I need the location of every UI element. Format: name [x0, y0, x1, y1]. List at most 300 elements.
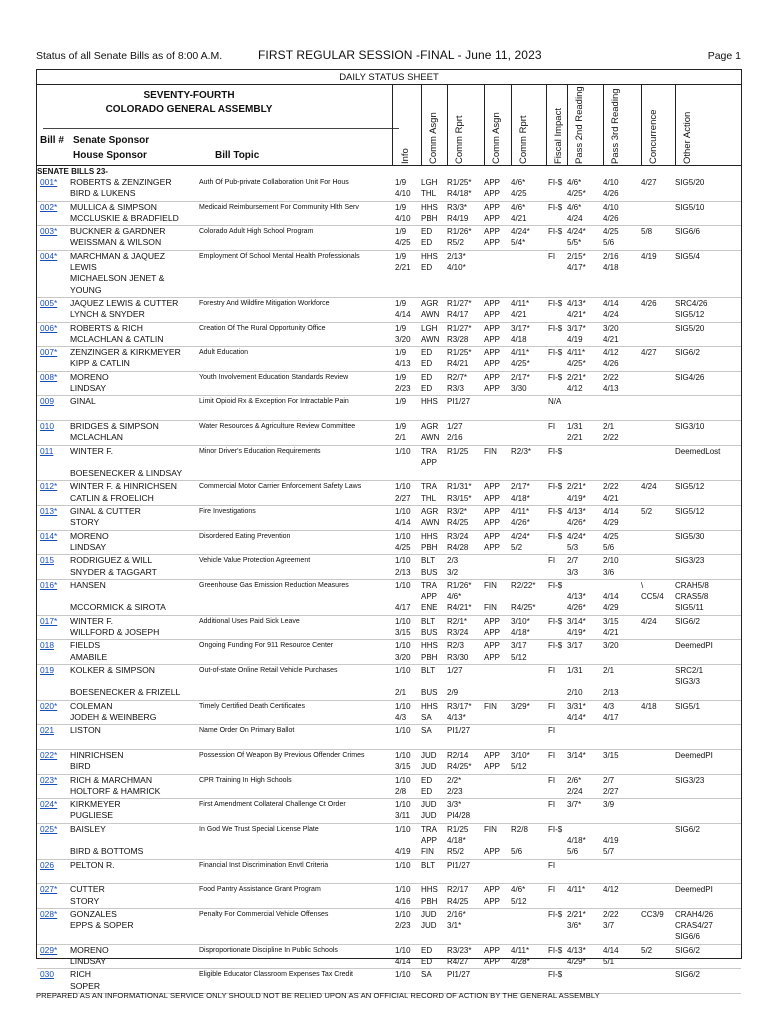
bill-number-link[interactable]: 011	[40, 445, 54, 456]
bill-number-cell	[40, 372, 70, 383]
column-header-label: Comm Rprt	[454, 115, 465, 164]
bill-number-link[interactable]: 001*	[40, 177, 58, 187]
comm-asgn-2-value: APP	[484, 507, 501, 517]
comm-rprt-2-value: 4/21	[511, 310, 527, 320]
fiscal-impact-value: FI-$	[548, 348, 563, 358]
comm-rprt-2-value: 5/2	[511, 542, 523, 552]
sponsor-name: GINAL & CUTTER	[70, 506, 141, 517]
pass-2nd-cell	[567, 323, 601, 346]
comm-asgn-1-value: APP	[421, 836, 438, 846]
comm-rprt-1-value: R1/25	[447, 446, 469, 456]
comm-asgn-2-value: APP	[484, 227, 501, 237]
sponsor-name: WEISSMAN & WILSON	[70, 237, 162, 248]
bill-number-link[interactable]: 004*	[40, 250, 58, 261]
comm-rprt-1-cell	[447, 226, 483, 249]
comm-asgn-2-value: APP	[484, 189, 501, 199]
comm-asgn-1-value: TRA	[421, 580, 437, 590]
bill-number-link[interactable]: 027*	[40, 884, 58, 895]
comm-asgn-1-cell	[421, 945, 449, 968]
bill-number-link[interactable]: 021	[40, 725, 54, 736]
other-action-value: DeemedPI	[675, 885, 713, 895]
comm-asgn-1-value: ED	[421, 945, 433, 955]
comm-asgn-1-cell	[421, 640, 449, 663]
pass-3rd-cell	[603, 347, 641, 370]
comm-rprt-2-value: 4/24*	[511, 227, 530, 237]
bill-number-link[interactable]: 024*	[40, 799, 58, 810]
comm-asgn-1-cell	[421, 531, 449, 554]
comm-asgn-2-cell	[484, 945, 510, 968]
comm-rprt-2-value: 5/12	[511, 652, 527, 662]
pass-2nd-value: 4/29*	[567, 957, 586, 966]
other-action-value: SIG5/10	[675, 202, 705, 212]
fiscal-impact-value: FI-$	[548, 227, 563, 237]
bill-topic: Out-of-state Online Retail Vehicle Purchases	[199, 666, 338, 674]
pass-2nd-cell	[567, 177, 601, 200]
comm-rprt-1-value: R4/21	[447, 359, 469, 369]
rotated-column-header	[513, 84, 535, 164]
page-number: Page 1	[707, 50, 741, 62]
fiscal-impact-cell	[548, 251, 568, 262]
pass-3rd-value: 2/27	[603, 786, 619, 796]
concurrence-cell	[641, 909, 677, 920]
pass-3rd-value: 2/1	[603, 665, 615, 675]
concurrence-cell	[641, 945, 677, 956]
pass-3rd-value: 3/20	[603, 641, 619, 651]
pass-2nd-cell	[567, 775, 601, 798]
comm-asgn-1-cell	[421, 251, 449, 274]
comm-rprt-1-value: PI1/27	[447, 860, 471, 870]
sponsor-name: KIRKMEYER	[70, 799, 121, 810]
comm-rprt-2-value: 5/4*	[511, 238, 526, 248]
comm-asgn-2-value: APP	[484, 348, 501, 358]
sponsor-name: ZENZINGER & KIRKMEYER	[70, 347, 181, 358]
sponsor-name: RODRIGUEZ & WILL	[70, 555, 153, 566]
table-row	[37, 421, 741, 446]
bill-number-link[interactable]: 028*	[40, 908, 58, 919]
comm-asgn-1-cell	[421, 481, 449, 504]
bill-number-link[interactable]: 012*	[40, 481, 58, 492]
comm-rprt-1-value: 3/1*	[447, 921, 462, 931]
other-action-cell	[675, 506, 739, 517]
comm-rprt-1-value: R4/25	[447, 896, 469, 906]
concurrence-value: 4/24	[641, 616, 657, 626]
pass-2nd-value: 4/24	[567, 213, 583, 223]
comm-asgn-2-value: APP	[484, 202, 501, 212]
comm-rprt-1-cell	[447, 323, 483, 346]
bill-number-link[interactable]: 030	[40, 969, 54, 980]
sponsor-name: MORENO	[70, 530, 109, 541]
pass-3rd-value: 4/29	[603, 603, 619, 613]
pass-2nd-value: 4/19	[567, 334, 583, 344]
comm-asgn-2-value: APP	[484, 323, 501, 333]
other-action-value: SIG5/12	[675, 482, 705, 492]
comm-asgn-1-value: AWN	[421, 334, 440, 344]
comm-asgn-2-cell	[484, 750, 510, 773]
comm-asgn-2-value: APP	[484, 298, 501, 308]
info-cell	[395, 396, 419, 407]
comm-asgn-2-value: APP	[484, 213, 501, 223]
comm-asgn-2-value: FIN	[484, 603, 497, 613]
other-action-value: SIG3/10	[675, 421, 705, 431]
bill-number-link[interactable]: 006*	[40, 322, 58, 333]
bill-number-link[interactable]: 018	[40, 640, 54, 651]
bill-number-link[interactable]: 007*	[40, 347, 58, 358]
comm-asgn-2-value: APP	[484, 531, 501, 541]
divider	[37, 165, 741, 166]
bill-number-link[interactable]: 015	[40, 555, 54, 566]
info-value: 1/10	[395, 945, 411, 955]
info-value: 1/10	[395, 556, 411, 566]
fiscal-impact-value: FI-$	[548, 945, 563, 955]
bill-number-link[interactable]: 013*	[40, 506, 58, 517]
sponsors-cell	[70, 372, 198, 395]
fiscal-impact-cell	[548, 799, 568, 810]
info-value: 4/16	[395, 896, 411, 906]
comm-rprt-2-value: 4/11*	[511, 945, 530, 955]
other-action-value: SIG6/2	[675, 616, 700, 626]
pass-3rd-cell	[603, 884, 641, 895]
pass-2nd-value: 4/19*	[567, 627, 586, 637]
comm-asgn-1-value: AWN	[421, 310, 440, 320]
pass-2nd-cell	[567, 421, 601, 444]
comm-asgn-1-value: TRA	[421, 824, 437, 834]
comm-rprt-2-value: 3/17*	[511, 323, 530, 333]
session-title: FIRST REGULAR SESSION -FINAL - June 11, 2023	[258, 48, 542, 62]
comm-rprt-1-cell	[447, 506, 483, 529]
table-row	[37, 555, 741, 580]
pass-3rd-value: 4/13	[603, 384, 619, 394]
fiscal-impact-cell	[548, 725, 568, 736]
comm-asgn-2-value: FIN	[484, 701, 497, 711]
table-row	[37, 580, 741, 616]
other-action-cell	[675, 775, 739, 786]
comm-asgn-1-value: ED	[421, 775, 433, 785]
status-date-label: Status of all Senate Bills as of 8:00 A.M.	[36, 50, 223, 62]
info-value: 2/21	[395, 263, 411, 273]
sponsor-name: LINDSAY	[70, 383, 107, 394]
bill-topic: Additional Uses Paid Sick Leave	[199, 617, 300, 625]
pass-3rd-value: 2/1	[603, 421, 615, 431]
pass-3rd-value: 2/10	[603, 556, 619, 566]
sponsors-cell	[70, 775, 198, 798]
sponsor-name: PUGLIESE	[70, 810, 113, 821]
comm-asgn-1-value: BLT	[421, 556, 436, 566]
bill-number-link[interactable]: 008*	[40, 371, 58, 382]
bill-number-link[interactable]: 009	[40, 396, 54, 407]
info-value: 4/13	[395, 359, 411, 369]
sponsor-name: BIRD & LUKENS	[70, 188, 136, 199]
comm-asgn-2-value: APP	[484, 334, 501, 344]
bill-number-link[interactable]: 016*	[40, 579, 58, 590]
divider	[511, 84, 512, 165]
column-header-label: Pass 2nd Reading	[574, 86, 585, 164]
bill-number-cell	[40, 396, 70, 407]
comm-rprt-1-cell	[447, 945, 483, 968]
pass-2nd-cell	[567, 202, 601, 225]
pass-2nd-value	[567, 676, 601, 687]
pass-2nd-value: 4/13*	[567, 298, 586, 308]
sponsor-name: STORY	[70, 517, 100, 528]
pass-2nd-cell	[567, 616, 601, 639]
column-header-label: Concurrence	[648, 109, 659, 164]
comm-rprt-2-value: R2/3*	[511, 446, 532, 456]
fiscal-impact-cell	[548, 945, 568, 956]
rotated-column-header	[677, 84, 699, 164]
info-value: 2/8	[395, 786, 407, 796]
sponsor-name: HINRICHSEN	[70, 749, 124, 760]
pass-3rd-cell	[603, 323, 641, 346]
comm-rprt-1-value: R1/25*	[447, 348, 472, 358]
comm-asgn-1-value: ED	[421, 786, 433, 796]
info-cell	[395, 226, 419, 249]
comm-asgn-2-value: APP	[484, 518, 501, 528]
other-action-cell	[675, 616, 739, 627]
comm-rprt-1-value: PI4/28	[447, 811, 471, 821]
comm-asgn-2-cell	[484, 701, 510, 712]
sponsor-name	[70, 591, 198, 602]
table-row	[37, 372, 741, 397]
concurrence-value: 4/24	[641, 482, 657, 492]
sponsor-name: BIRD & BOTTOMS	[70, 846, 144, 857]
pass-2nd-cell	[567, 750, 601, 761]
comm-asgn-1-cell	[421, 969, 449, 980]
comm-rprt-2-value: R2/8	[511, 824, 528, 834]
sponsors-cell	[70, 202, 198, 225]
info-value: 1/10	[395, 580, 411, 590]
other-action-value: SIG6/6	[675, 932, 700, 942]
pass-2nd-value: 1/31	[567, 665, 583, 675]
bill-number-cell	[40, 824, 70, 835]
comm-rprt-1-value: R2/7*	[447, 372, 468, 382]
pass-3rd-value: 4/26	[603, 213, 619, 223]
bill-number-link[interactable]: 003*	[40, 226, 58, 237]
other-action-cell	[675, 640, 739, 651]
comm-rprt-2-cell	[511, 750, 547, 773]
comm-asgn-2-value: APP	[484, 762, 501, 772]
pass-3rd-value: 4/25	[603, 531, 619, 541]
fiscal-impact-cell	[548, 580, 568, 591]
bill-number-link[interactable]: 025*	[40, 823, 58, 834]
pass-2nd-value: 2/21*	[567, 909, 586, 919]
pass-3rd-cell	[603, 580, 641, 614]
sponsors-cell	[70, 531, 198, 554]
comm-rprt-2-value: 4/18*	[511, 627, 530, 637]
table-row	[37, 701, 741, 726]
pass-2nd-value: 2/7	[567, 556, 579, 566]
comm-asgn-2-value: APP	[484, 542, 501, 552]
bill-number-link[interactable]: 014*	[40, 530, 58, 541]
comm-rprt-2-value: 4/21	[511, 213, 527, 223]
bill-number-link[interactable]: 026	[40, 859, 54, 870]
bill-number-link[interactable]: 019	[40, 664, 54, 675]
other-action-value: DeemedPI	[675, 750, 713, 760]
comm-asgn-2-value: APP	[484, 238, 501, 248]
pass-2nd-cell	[567, 481, 601, 504]
pass-3rd-value: 5/6	[603, 542, 615, 552]
comm-asgn-1-value: SA	[421, 726, 432, 736]
info-value: 1/9	[395, 323, 407, 333]
pass-3rd-value: 5/6	[603, 238, 615, 248]
sponsor-name	[70, 835, 198, 846]
bills-table	[37, 177, 741, 994]
info-value: 4/10	[395, 213, 411, 223]
bill-number-link[interactable]: 002*	[40, 201, 58, 212]
info-value: 4/14	[395, 957, 411, 966]
table-row	[37, 945, 741, 970]
info-value: 1/10	[395, 860, 411, 870]
comm-rprt-2-value: R2/22*	[511, 580, 536, 590]
comm-asgn-2-value: APP	[484, 750, 501, 760]
pass-2nd-value: 4/6*	[567, 202, 582, 212]
comm-asgn-1-value: JUD	[421, 811, 437, 821]
comm-rprt-1-value: 1/27	[447, 421, 463, 431]
bill-number-link[interactable]: 029*	[40, 944, 58, 955]
fiscal-impact-cell	[548, 421, 568, 432]
rotated-column-header	[643, 84, 665, 164]
pass-2nd-value: 2/6*	[567, 775, 582, 785]
bill-topic: Minor Driver's Education Requirements	[199, 447, 321, 455]
sponsor-name: MORENO	[70, 371, 109, 382]
other-action-value: SIG6/2	[675, 970, 700, 980]
other-action-value: SIG5/20	[675, 178, 705, 187]
bill-number-cell	[40, 226, 70, 237]
sponsors-cell	[70, 481, 198, 504]
comm-rprt-1-value: 3/2	[447, 567, 459, 577]
bill-number-link[interactable]: 005*	[40, 297, 58, 308]
comm-asgn-1-cell	[421, 372, 449, 395]
table-row	[37, 884, 741, 909]
info-value: 1/9	[395, 227, 407, 237]
fiscal-impact-cell	[548, 226, 568, 237]
fiscal-impact-cell	[548, 323, 568, 334]
comm-asgn-1-cell	[421, 701, 449, 724]
pass-2nd-cell	[567, 347, 601, 370]
info-value: 1/10	[395, 665, 411, 675]
sponsor-name: EPPS & SOPER	[70, 920, 134, 931]
fiscal-impact-value: FI	[548, 750, 556, 760]
other-action-cell	[675, 251, 739, 262]
other-action-cell	[675, 909, 739, 943]
fiscal-impact-value: N/A	[548, 397, 562, 407]
other-action-value: SIG3/23	[675, 775, 705, 785]
pass-2nd-cell	[567, 945, 601, 968]
other-action-value: CRAS5/8	[675, 592, 709, 602]
table-row	[37, 750, 741, 775]
info-cell	[395, 177, 419, 200]
comm-rprt-2-value: 3/29*	[511, 701, 530, 711]
comm-rprt-2-value: 4/26*	[511, 518, 530, 528]
fiscal-impact-cell	[548, 701, 568, 712]
comm-rprt-2-value: 5/12	[511, 762, 527, 772]
concurrence-value: 4/19	[641, 251, 657, 261]
comm-asgn-2-value: APP	[484, 616, 501, 626]
comm-asgn-1-cell	[421, 665, 449, 699]
comm-rprt-1-value: R4/25	[447, 518, 469, 528]
sponsor-name: BRIDGES & SIMPSON	[70, 420, 159, 431]
info-cell	[395, 580, 419, 614]
info-cell	[395, 506, 419, 529]
comm-rprt-2-cell	[511, 347, 547, 370]
comm-rprt-1-value: R5/2	[447, 847, 464, 857]
sponsors-cell	[70, 884, 198, 907]
comm-rprt-1-value: R3/23*	[447, 945, 472, 955]
pass-3rd-cell	[603, 177, 641, 200]
bill-number-cell	[40, 860, 70, 871]
pass-2nd-value: 2/21	[567, 433, 583, 443]
pass-3rd-cell	[603, 701, 641, 724]
other-action-value: SIG4/26	[675, 372, 705, 382]
info-value: 4/17	[395, 603, 411, 613]
bill-number-link[interactable]: 023*	[40, 774, 58, 785]
pass-3rd-value: 4/21	[603, 627, 619, 637]
fiscal-impact-value: FI-$	[548, 531, 563, 541]
fiscal-impact-cell	[548, 506, 568, 517]
comm-rprt-1-cell	[447, 616, 483, 639]
comm-asgn-1-value: AGR	[421, 421, 439, 431]
col-senate-sponsor: Senate Sponsor	[73, 135, 150, 146]
info-value	[395, 591, 419, 602]
pass-2nd-cell	[567, 884, 601, 895]
comm-asgn-1-cell	[421, 421, 449, 444]
comm-asgn-1-value: HHS	[421, 202, 438, 212]
divider	[603, 84, 604, 165]
concurrence-value: CC3/9	[641, 909, 664, 919]
comm-rprt-1-value: 2/3	[447, 556, 459, 566]
other-action-cell	[675, 750, 739, 761]
bill-number-link[interactable]: 022*	[40, 749, 58, 760]
pass-2nd-value: 3/7*	[567, 800, 582, 810]
comm-asgn-1-value: SA	[421, 713, 432, 723]
info-value: 2/1	[395, 433, 407, 443]
comm-rprt-2-cell	[511, 506, 547, 529]
info-value: 3/15	[395, 762, 411, 772]
comm-rprt-2-value: 4/11*	[511, 348, 530, 358]
comm-asgn-1-cell	[421, 725, 449, 736]
pass-3rd-value: 2/22	[603, 482, 619, 492]
other-action-value: SIG6/2	[675, 348, 700, 358]
fiscal-impact-cell	[548, 640, 568, 651]
pass-2nd-cell	[567, 640, 601, 651]
comm-rprt-2-value: 2/17*	[511, 372, 530, 382]
comm-rprt-1-value: R3/24	[447, 531, 469, 541]
table-row	[37, 909, 741, 945]
info-value: 2/23	[395, 921, 411, 931]
info-cell	[395, 665, 419, 699]
bill-number-link[interactable]: 017*	[40, 615, 58, 626]
pass-2nd-value: 4/6*	[567, 178, 582, 187]
other-action-cell	[675, 446, 739, 457]
comm-rprt-2-value	[511, 591, 547, 602]
divider	[421, 84, 422, 165]
table-row	[37, 481, 741, 506]
comm-rprt-1-cell	[447, 202, 483, 225]
comm-rprt-1-value: R4/21*	[447, 603, 472, 613]
pass-3rd-value: 3/9	[603, 800, 615, 810]
bill-topic: Eligible Educator Classroom Expenses Tax Credit	[199, 971, 353, 979]
bill-number-cell	[40, 945, 70, 956]
rotated-column-header	[605, 84, 627, 164]
pass-3rd-cell	[603, 372, 641, 395]
concurrence-cell	[641, 616, 677, 627]
comm-asgn-2-value: APP	[484, 359, 501, 369]
bill-number-link[interactable]: 010	[40, 420, 54, 431]
pass-3rd-value: 4/26	[603, 189, 619, 199]
bill-number-cell	[40, 531, 70, 542]
fiscal-impact-value: FI	[548, 701, 556, 711]
pass-2nd-cell	[567, 506, 601, 529]
bill-number-cell	[40, 665, 70, 676]
bill-number-link[interactable]: 020*	[40, 700, 58, 711]
